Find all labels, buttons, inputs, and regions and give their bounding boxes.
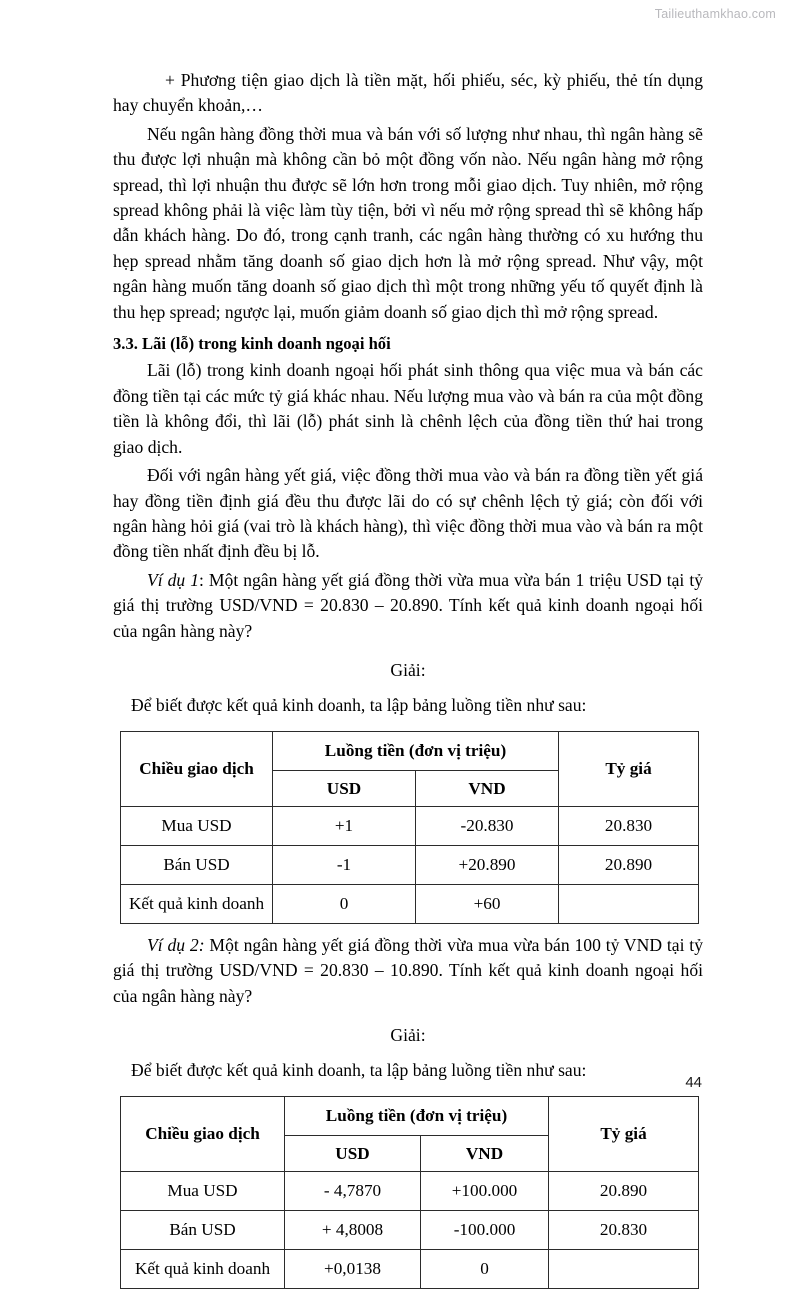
- spacer: [113, 924, 703, 933]
- table-row: [121, 1210, 699, 1249]
- table-1-header-row-top: [121, 731, 699, 770]
- table-1-r2-rate: [559, 884, 699, 923]
- paragraph-profit-loss-definition: Lãi (lỗ) trong kinh doanh ngoại hối phát sinh thông qua việc mua và bán các đồng tiền tại các mức tỷ giá khác nhau. Nếu lượng mua vào và bán ra của một đồng tiền là không đổi, thì lãi (lỗ) phát sinh là chênh lệch của đồng tiền thứ hai trong giao dịch.: [113, 360, 703, 457]
- table-2-r1-usd: + 4,8008: [285, 1210, 421, 1249]
- table-1-r1-vnd: +20.890: [416, 845, 559, 884]
- table-2-header-cash-flow-group: Luồng tiền (đơn vị triệu): [285, 1096, 549, 1135]
- table-1-header-rate: Tỷ giá: [559, 731, 699, 806]
- table-2-r2-rate: [549, 1249, 699, 1288]
- cash-flow-table-1: [120, 731, 699, 924]
- table-2-r2-vnd: 0: [421, 1249, 549, 1288]
- table-2-r0-direction: Mua USD: [121, 1171, 285, 1210]
- paragraph-bullet-transaction-means: + Phương tiện giao dịch là tiền mặt, hối phiếu, séc, kỳ phiếu, thẻ tín dụng hay chuyển khoản,…: [113, 70, 703, 116]
- table-1-head: [121, 731, 699, 806]
- page-content: [113, 68, 703, 1289]
- table-1-r0-usd: +1: [273, 806, 416, 845]
- example-1-text: : Một ngân hàng yết giá đồng thời vừa mua vừa bán 1 triệu USD tại tỷ giá thị trường USD/VND = 20.830 – 20.890. Tính kết quả kinh doanh ngoại hối của ngân hàng này?: [113, 569, 703, 641]
- cash-flow-table-2: [120, 1096, 699, 1289]
- table-2-r0-vnd: +100.000: [421, 1171, 549, 1210]
- table-2-r0-rate: 20.890: [549, 1171, 699, 1210]
- example-1-statement: [113, 568, 703, 644]
- table-1-body: [121, 806, 699, 923]
- table-1-r0-vnd: -20.830: [416, 806, 559, 845]
- table-1-header-direction: Chiều giao dịch: [121, 731, 273, 806]
- section-heading-3-3: 3.3. Lãi (lỗ) trong kinh doanh ngoại hối: [113, 334, 391, 354]
- table-2-r2-direction: Kết quả kinh doanh: [121, 1249, 285, 1288]
- table-row: [121, 845, 699, 884]
- table-2-r1-vnd: -100.000: [421, 1210, 549, 1249]
- watermark-text: Tailieuthamkhao.com: [654, 7, 776, 21]
- example-1-solution-label: Giải:: [390, 659, 426, 680]
- table-1-r0-direction: Mua USD: [121, 806, 273, 845]
- table-row: [121, 884, 699, 923]
- table-row: [121, 1171, 699, 1210]
- table-2-r1-direction: Bán USD: [121, 1210, 285, 1249]
- table-2-header-vnd: VND: [421, 1135, 549, 1171]
- example-2-solution-label: Giải:: [390, 1024, 426, 1045]
- table-1-r2-direction: Kết quả kinh doanh: [121, 884, 273, 923]
- table-2-head: [121, 1096, 699, 1171]
- paragraph-quoting-bank: Đối với ngân hàng yết giá, việc đồng thời mua vào và bán ra đồng tiền yết giá hay đồng tiền định giá đều thu được lãi do có sự chênh lệch tỷ giá; còn đối với ngân hàng hỏi giá (vai trò là khách hàng), thì việc đồng thời mua vào và bán ra một đồng tiền nhất định đều bị lỗ.: [113, 465, 703, 562]
- table-1-wrapper: [113, 731, 703, 924]
- table-2-header-direction: Chiều giao dịch: [121, 1096, 285, 1171]
- table-1-r1-direction: Bán USD: [121, 845, 273, 884]
- table-1-r1-usd: -1: [273, 845, 416, 884]
- table-2-header-rate: Tỷ giá: [549, 1096, 699, 1171]
- table-1-header-cash-flow-group: Luồng tiền (đơn vị triệu): [273, 731, 559, 770]
- table-1-r2-vnd: +60: [416, 884, 559, 923]
- page-number: 44: [685, 1074, 702, 1091]
- table-1-r0-rate: 20.830: [559, 806, 699, 845]
- table-2-wrapper: [113, 1096, 703, 1289]
- paragraph-spread: Nếu ngân hàng đồng thời mua và bán với số lượng như nhau, thì ngân hàng sẽ thu được lợi nhuận mà không cần bỏ một đồng vốn nào. Nếu ngân hàng mở rộng spread, thì lợi nhuận thu được sẽ lớn hơn trong mỗi giao dịch. Tuy nhiên, mở rộng spread không phải là việc làm tùy tiện, bởi vì nếu mở rộng spread thì sẽ không hấp dẫn khách hàng. Do đó, trong cạnh tranh, các ngân hàng thường có xu hướng thu hẹp spread nhằm tăng doanh số giao dịch hơn là mở rộng spread. Như vậy, một ngân hàng muốn tăng doanh số giao dịch thì một trong những yếu tố quyết định là thu hẹp spread; ngược lại, muốn giảm doanh số giao dịch thì mở rộng spread.: [113, 123, 703, 322]
- example-1-lead-in: Để biết được kết quả kinh doanh, ta lập bảng luồng tiền như sau:: [131, 695, 587, 716]
- table-1-r2-usd: 0: [273, 884, 416, 923]
- table-2-body: [121, 1171, 699, 1288]
- table-1-header-vnd: VND: [416, 770, 559, 806]
- example-2-label: Ví dụ 2:: [147, 934, 205, 955]
- example-1-label: Ví dụ 1: [147, 569, 200, 590]
- table-2-header-usd: USD: [285, 1135, 421, 1171]
- table-2-header-row-top: [121, 1096, 699, 1135]
- table-2-r1-rate: 20.830: [549, 1210, 699, 1249]
- table-row: [121, 1249, 699, 1288]
- table-2-r2-usd: +0,0138: [285, 1249, 421, 1288]
- table-2-r0-usd: - 4,7870: [285, 1171, 421, 1210]
- table-row: [121, 806, 699, 845]
- example-2-text: Một ngân hàng yết giá đồng thời vừa mua vừa bán 100 tỷ VND tại tỷ giá thị trường USD/VND = 20.830 – 10.890. Tính kết quả kinh doanh ngoại hối của ngân hàng này?: [113, 934, 703, 1006]
- table-1-header-usd: USD: [273, 770, 416, 806]
- example-2-lead-in: Để biết được kết quả kinh doanh, ta lập bảng luồng tiền như sau:: [131, 1060, 587, 1081]
- table-1-r1-rate: 20.890: [559, 845, 699, 884]
- example-2-statement: [113, 933, 703, 1009]
